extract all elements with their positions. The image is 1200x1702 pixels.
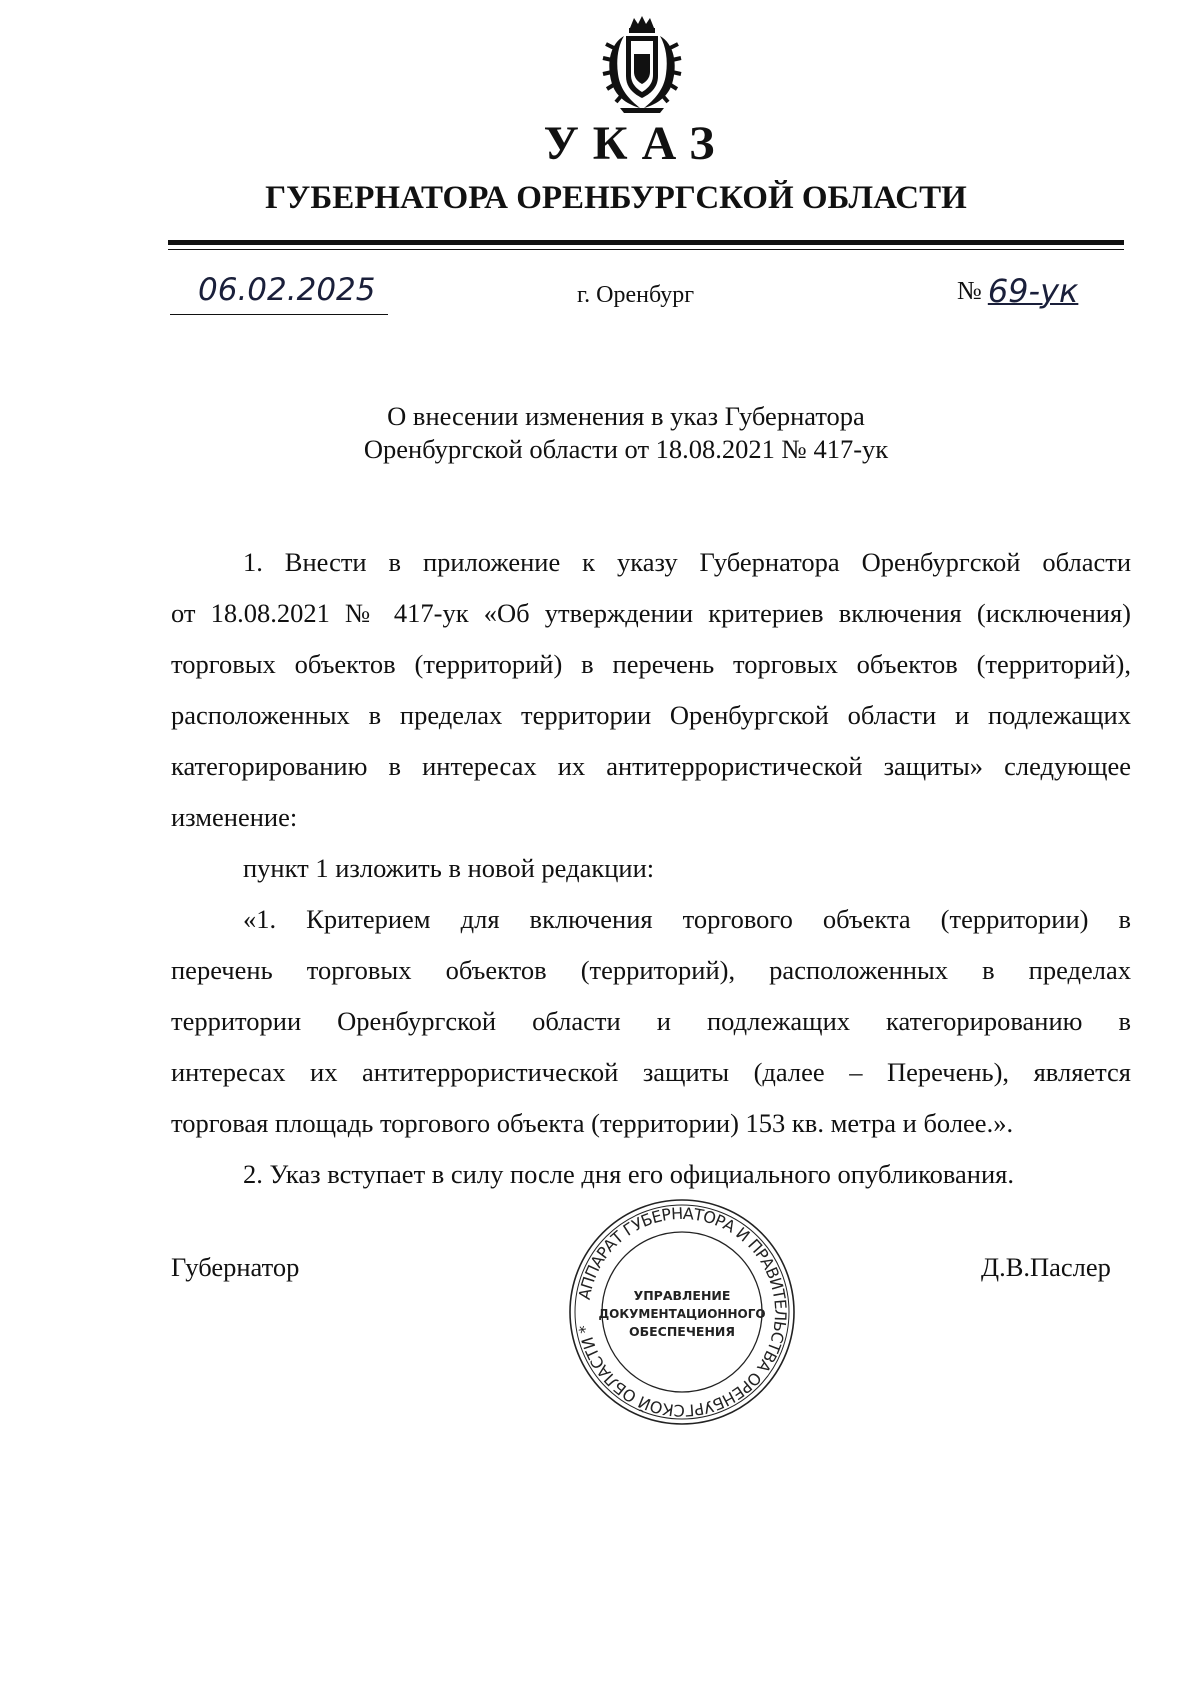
document-subject <box>0 400 1200 466</box>
body-line: изменение: <box>171 802 298 832</box>
seal-ring-text: АППАРАТ ГУБЕРНАТОРА И ПРАВИТЕЛЬСТВА ОРЕНБУРГСКОЙ ОБЛАСТИ * <box>574 1203 791 1421</box>
body-line: «1. Критерием для включения торгового объекта (территории) в <box>243 904 1131 934</box>
body-line: торговых объектов (территорий) в перечень торговых объектов (территорий), <box>171 649 1131 679</box>
coat-of-arms-icon <box>600 14 684 114</box>
document-type: УКАЗ <box>543 117 729 170</box>
signer-title: Губернатор <box>171 1252 300 1282</box>
body-line: перечень торговых объектов (территорий), расположенных в пределах <box>171 955 1131 985</box>
date-value: 06.02.2025 <box>198 272 376 308</box>
document-body <box>171 537 1131 1200</box>
header-rule-thick <box>168 240 1124 245</box>
body-line: пункт 1 изложить в новой редакции: <box>243 853 655 883</box>
body-line: расположенных в пределах территории Оренбургской области и подлежащих <box>171 700 1131 730</box>
issuer-title: ГУБЕРНАТОРА ОРЕНБУРГСКОЙ ОБЛАСТИ <box>265 180 967 216</box>
number-label: № <box>957 276 982 305</box>
header-rule-thin <box>168 249 1124 250</box>
body-line: 1. Внести в приложение к указу Губернатора Оренбургской области <box>243 547 1131 577</box>
document-city: г. Оренбург <box>577 282 695 308</box>
subject-line: Оренбургской области от 18.08.2021 № 417-ук <box>363 434 889 464</box>
seal-center-line: ДОКУМЕНТАЦИОННОГО <box>598 1307 766 1321</box>
number-value: 69-ук <box>987 272 1079 310</box>
subject-line: О внесении изменения в указ Губернатора <box>387 401 865 431</box>
official-seal-icon <box>567 1197 797 1427</box>
body-line: интересах их антитеррористической защиты (далее – Перечень), является <box>171 1057 1131 1087</box>
seal-center-line: УПРАВЛЕНИЕ <box>633 1288 731 1303</box>
body-line: от 18.08.2021 № 417-ук «Об утверждении критериев включения (исключения) <box>171 598 1131 628</box>
signer-name: Д.В.Паслер <box>981 1252 1111 1282</box>
document-date <box>170 272 388 315</box>
seal-center-line: ОБЕСПЕЧЕНИЯ <box>628 1324 736 1339</box>
body-line: торговая площадь торгового объекта (территории) 153 кв. метра и более.». <box>171 1108 1014 1138</box>
document-number <box>957 272 1078 318</box>
body-line: территории Оренбургской области и подлежащих категорированию в <box>171 1006 1131 1036</box>
body-line: 2. Указ вступает в силу после дня его официального опубликования. <box>243 1159 1014 1189</box>
body-line: категорированию в интересах их антитеррористической защиты» следующее <box>171 751 1131 781</box>
